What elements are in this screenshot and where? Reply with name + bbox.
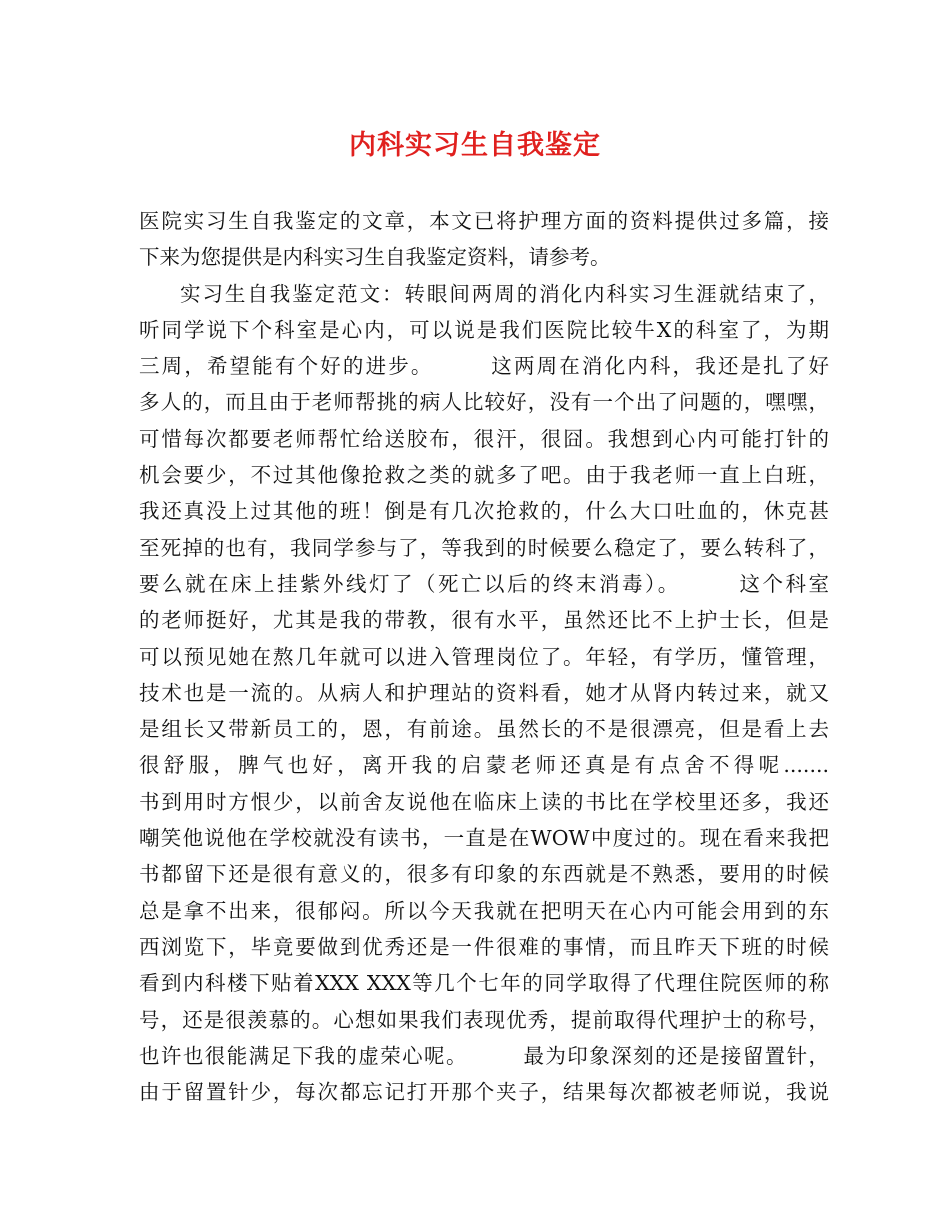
body-line: 书到用时方恨少，以前舍友说他在临床上读的书比在学校里还多，我还: [139, 789, 829, 814]
body-line: 三周，希望能有个好的进步。 这两周在消化内科，我还是扎了好: [139, 354, 829, 379]
body-line: 看到内科楼下贴着XXX XXX等几个七年的同学取得了代理住院医师的称: [139, 971, 829, 996]
body-line: 医院实习生自我鉴定的文章，本文已将护理方面的资料提供过多篇，接: [139, 209, 829, 233]
body-line: 嘲笑他说他在学校就没有读书，一直是在WOW中度过的。现在看来我把: [139, 826, 829, 851]
body-line: 技术也是一流的。从病人和护理站的资料看，她才从肾内转过来，就又: [139, 680, 829, 705]
body-line: 可以预见她在熬几年就可以进入管理岗位了。年轻，有学历，懂管理，: [139, 644, 829, 669]
body-line: 实习生自我鉴定范文：转眼间两周的消化内科实习生涯就结束了，: [180, 281, 829, 306]
body-line: 听同学说下个科室是心内，可以说是我们医院比较牛X的科室了，为期: [139, 317, 829, 342]
body-line: 很舒服，脾气也好，离开我的启蒙老师还真是有点舍不得呢.......: [139, 753, 829, 778]
body-line: 总是拿不出来，很郁闷。所以今天我就在把明天在心内可能会用到的东: [139, 898, 829, 923]
body-line: 书都留下还是很有意义的，很多有印象的东西就是不熟悉，要用的时候: [139, 862, 829, 887]
document-title: 内科实习生自我鉴定: [349, 130, 601, 161]
body-line: 是组长又带新员工的，恩，有前途。虽然长的不是很漂亮，但是看上去: [139, 717, 829, 742]
body-line: 下来为您提供是内科实习生自我鉴定资料，请参考。: [139, 245, 611, 270]
body-line: 多人的，而且由于老师帮挑的病人比较好，没有一个出了问题的，嘿嘿，: [139, 390, 829, 415]
body-line: 也许也很能满足下我的虚荣心呢。 最为印象深刻的还是接留置针，: [139, 1043, 829, 1068]
body-line: 西浏览下，毕竟要做到优秀还是一件很难的事情，而且昨天下班的时候: [139, 934, 829, 959]
body-line: 我还真没上过其他的班！倒是有几次抢救的，什么大口吐血的，休克甚: [139, 499, 829, 524]
body-line: 至死掉的也有，我同学参与了，等我到的时候要么稳定了，要么转科了，: [139, 535, 829, 560]
body-line: 要么就在床上挂紫外线灯了（死亡以后的终末消毒）。 这个科室: [139, 571, 829, 596]
body-line: 号，还是很羡慕的。心想如果我们表现优秀，提前取得代理护士的称号，: [139, 1007, 829, 1032]
body-line: 由于留置针少，每次都忘记打开那个夹子，结果每次都被老师说，我说: [139, 1080, 829, 1105]
body-line: 机会要少，不过其他像抢救之类的就多了吧。由于我老师一直上白班，: [139, 463, 829, 488]
body-line: 的老师挺好，尤其是我的带教，很有水平，虽然还比不上护士长，但是: [139, 608, 829, 633]
document-body: [139, 203, 829, 1110]
body-line: 可惜每次都要老师帮忙给送胶布，很汗，很囧。我想到心内可能打针的: [139, 426, 829, 451]
